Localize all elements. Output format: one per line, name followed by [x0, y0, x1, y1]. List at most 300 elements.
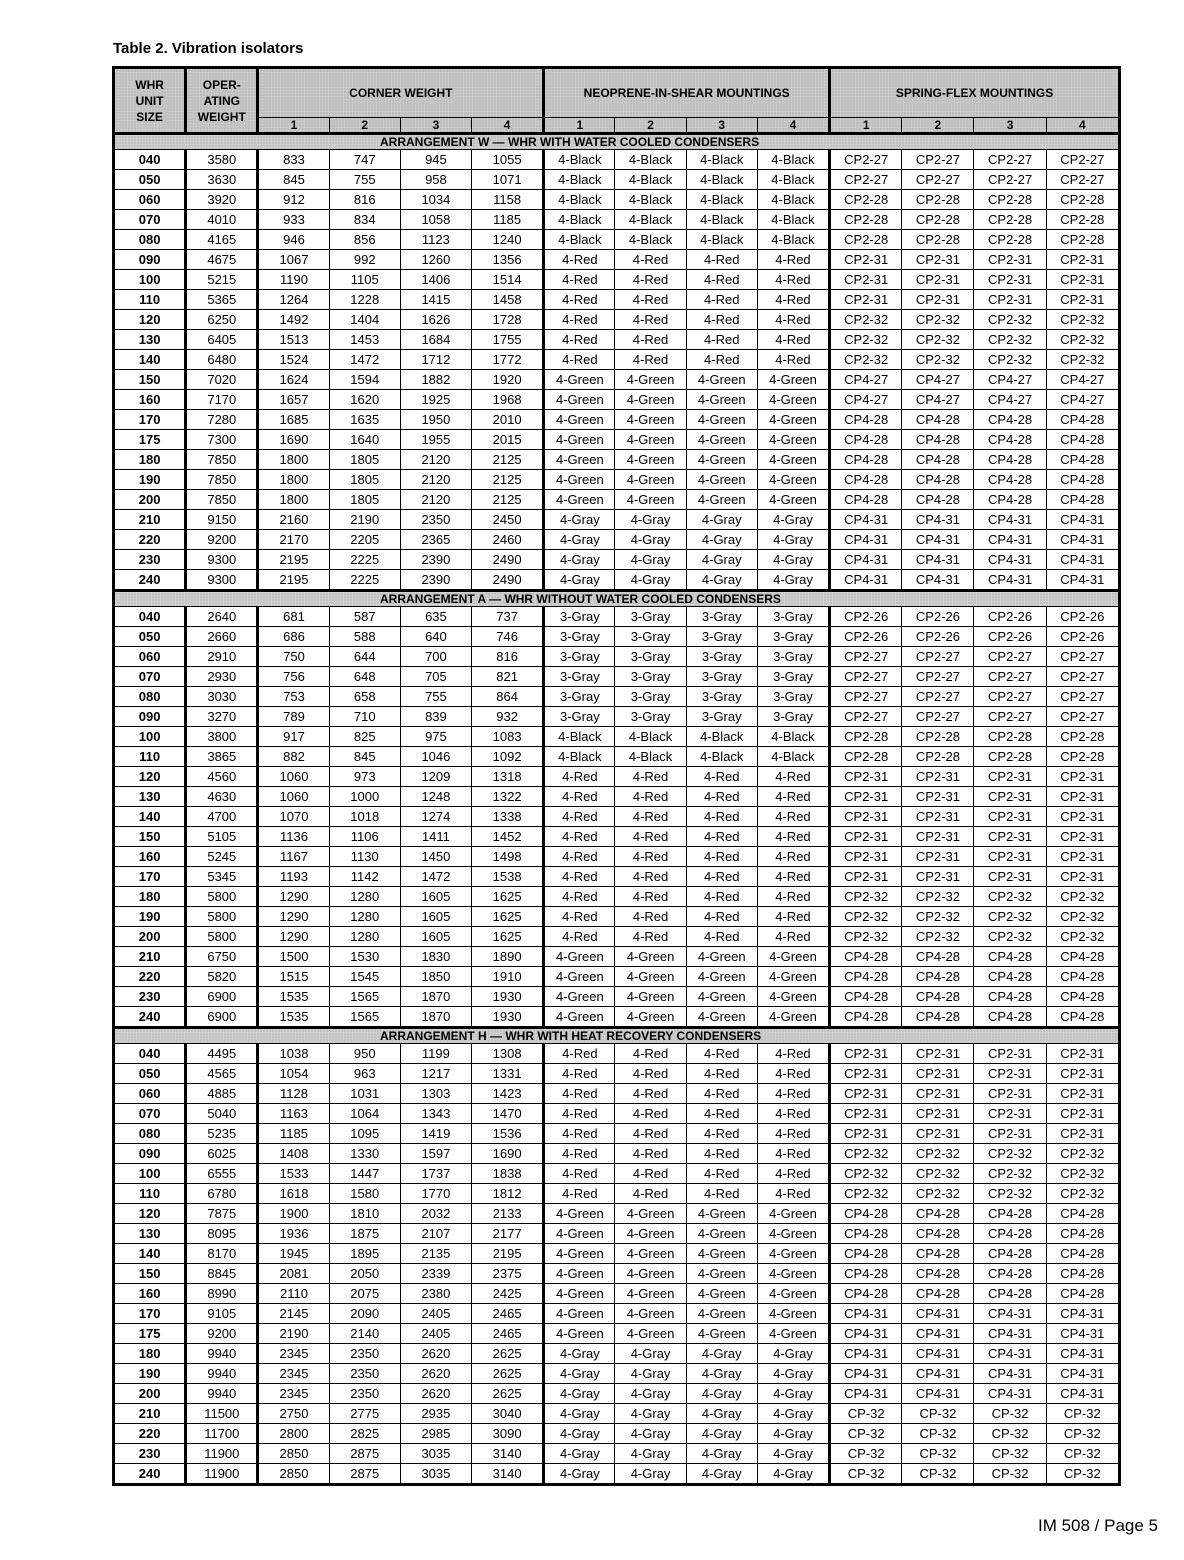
cell-unit-size: 220: [114, 530, 186, 550]
cell-corner-weight: 2850: [258, 1444, 329, 1464]
section-label: ARRANGEMENT H — WHR WITH HEAT RECOVERY CONDENSERS: [114, 1028, 1120, 1044]
cell-neoprene-mounting: 4-Red: [757, 350, 829, 370]
cell-neoprene-mounting: 4-Red: [757, 787, 829, 807]
cell-unit-size: 210: [114, 947, 186, 967]
table-row: [114, 370, 1120, 390]
cell-neoprene-mounting: 4-Gray: [615, 1464, 686, 1485]
cell-operating-weight: 7300: [186, 430, 258, 450]
cell-corner-weight: 3035: [400, 1464, 471, 1485]
cell-neoprene-mounting: 3-Gray: [615, 647, 686, 667]
cell-spring-flex-mounting: CP2-32: [1046, 1164, 1119, 1184]
page-footer: IM 508 / Page 5: [1037, 1516, 1158, 1535]
cell-spring-flex-mounting: CP4-28: [830, 967, 902, 987]
cell-neoprene-mounting: 4-Red: [615, 787, 686, 807]
cell-neoprene-mounting: 4-Black: [615, 747, 686, 767]
cell-spring-flex-mounting: CP2-32: [830, 927, 902, 947]
cell-spring-flex-mounting: CP4-28: [974, 430, 1046, 450]
cell-spring-flex-mounting: CP2-32: [830, 1144, 902, 1164]
cell-spring-flex-mounting: CP2-31: [974, 250, 1046, 270]
cell-neoprene-mounting: 4-Red: [615, 827, 686, 847]
table-row: [114, 1084, 1120, 1104]
table-row: [114, 1384, 1120, 1404]
table-row: [114, 867, 1120, 887]
cell-neoprene-mounting: 4-Green: [544, 1264, 615, 1284]
cell-neoprene-mounting: 4-Green: [615, 430, 686, 450]
table-row: [114, 887, 1120, 907]
cell-corner-weight: 1626: [400, 310, 471, 330]
cell-operating-weight: 11500: [186, 1404, 258, 1424]
cell-spring-flex-mounting: CP4-27: [1046, 390, 1119, 410]
cell-corner-weight: 1193: [258, 867, 329, 887]
cell-neoprene-mounting: 4-Gray: [615, 1384, 686, 1404]
table-body: [114, 134, 1120, 1485]
cell-corner-weight: 1498: [472, 847, 544, 867]
cell-spring-flex-mounting: CP4-31: [974, 530, 1046, 550]
cell-spring-flex-mounting: CP4-28: [974, 490, 1046, 510]
cell-spring-flex-mounting: CP4-28: [1046, 430, 1119, 450]
cell-neoprene-mounting: 4-Black: [544, 210, 615, 230]
cell-corner-weight: 1875: [329, 1224, 400, 1244]
cell-unit-size: 070: [114, 667, 186, 687]
cell-neoprene-mounting: 4-Gray: [686, 530, 757, 550]
header-spring-2: 2: [902, 118, 974, 134]
cell-spring-flex-mounting: CP2-31: [830, 250, 902, 270]
cell-neoprene-mounting: 4-Red: [615, 927, 686, 947]
cell-spring-flex-mounting: CP2-31: [902, 250, 974, 270]
cell-spring-flex-mounting: CP2-32: [902, 887, 974, 907]
cell-neoprene-mounting: 4-Red: [686, 270, 757, 290]
cell-corner-weight: 1280: [329, 927, 400, 947]
cell-unit-size: 140: [114, 807, 186, 827]
cell-neoprene-mounting: 4-Green: [686, 987, 757, 1007]
cell-neoprene-mounting: 4-Red: [686, 847, 757, 867]
cell-neoprene-mounting: 4-Red: [686, 827, 757, 847]
cell-neoprene-mounting: 4-Green: [757, 1244, 829, 1264]
cell-corner-weight: 2490: [472, 570, 544, 591]
cell-operating-weight: 4495: [186, 1044, 258, 1064]
table-row: [114, 1044, 1120, 1064]
cell-unit-size: 080: [114, 230, 186, 250]
cell-spring-flex-mounting: CP4-28: [830, 490, 902, 510]
cell-unit-size: 175: [114, 430, 186, 450]
table-row: [114, 1264, 1120, 1284]
cell-corner-weight: 1018: [329, 807, 400, 827]
cell-corner-weight: 2345: [258, 1364, 329, 1384]
cell-neoprene-mounting: 3-Gray: [757, 667, 829, 687]
cell-spring-flex-mounting: CP2-31: [902, 807, 974, 827]
cell-corner-weight: 3040: [472, 1404, 544, 1424]
cell-unit-size: 150: [114, 1264, 186, 1284]
cell-neoprene-mounting: 4-Red: [544, 330, 615, 350]
table-row: [114, 767, 1120, 787]
cell-spring-flex-mounting: CP2-31: [902, 827, 974, 847]
table-row: [114, 927, 1120, 947]
table-row: [114, 1244, 1120, 1264]
cell-spring-flex-mounting: CP2-32: [974, 330, 1046, 350]
cell-neoprene-mounting: 4-Green: [615, 1204, 686, 1224]
cell-neoprene-mounting: 4-Green: [757, 947, 829, 967]
cell-corner-weight: 1060: [258, 767, 329, 787]
table-row: [114, 150, 1120, 170]
cell-corner-weight: 2365: [400, 530, 471, 550]
header-neoprene-4: 4: [757, 118, 829, 134]
cell-spring-flex-mounting: CP4-31: [1046, 550, 1119, 570]
cell-spring-flex-mounting: CP4-28: [830, 410, 902, 430]
cell-neoprene-mounting: 4-Red: [544, 1184, 615, 1204]
table-row: [114, 1104, 1120, 1124]
cell-spring-flex-mounting: CP4-28: [1046, 967, 1119, 987]
cell-neoprene-mounting: 4-Gray: [544, 510, 615, 530]
cell-corner-weight: 1920: [472, 370, 544, 390]
cell-neoprene-mounting: 4-Green: [686, 430, 757, 450]
cell-corner-weight: 1458: [472, 290, 544, 310]
cell-spring-flex-mounting: CP4-28: [974, 1284, 1046, 1304]
header-corner-3: 3: [400, 118, 471, 134]
cell-corner-weight: 963: [329, 1064, 400, 1084]
cell-spring-flex-mounting: CP4-27: [1046, 370, 1119, 390]
cell-operating-weight: 3920: [186, 190, 258, 210]
cell-spring-flex-mounting: CP2-32: [830, 1164, 902, 1184]
cell-corner-weight: 2010: [472, 410, 544, 430]
cell-neoprene-mounting: 4-Black: [615, 727, 686, 747]
cell-corner-weight: 1545: [329, 967, 400, 987]
cell-corner-weight: 1248: [400, 787, 471, 807]
header-corner-weight: CORNER WEIGHT: [258, 68, 544, 118]
cell-operating-weight: 2910: [186, 647, 258, 667]
cell-unit-size: 160: [114, 847, 186, 867]
cell-spring-flex-mounting: CP4-27: [974, 390, 1046, 410]
cell-spring-flex-mounting: CP2-27: [902, 150, 974, 170]
cell-corner-weight: 2465: [472, 1304, 544, 1324]
cell-corner-weight: 1625: [472, 927, 544, 947]
cell-corner-weight: 2375: [472, 1264, 544, 1284]
cell-corner-weight: 1800: [258, 490, 329, 510]
cell-spring-flex-mounting: CP4-31: [830, 1344, 902, 1364]
cell-neoprene-mounting: 4-Green: [544, 987, 615, 1007]
cell-neoprene-mounting: 4-Red: [757, 1144, 829, 1164]
cell-corner-weight: 1755: [472, 330, 544, 350]
cell-neoprene-mounting: 4-Gray: [615, 1444, 686, 1464]
cell-spring-flex-mounting: CP2-32: [1046, 350, 1119, 370]
cell-neoprene-mounting: 4-Green: [615, 1244, 686, 1264]
cell-corner-weight: 1423: [472, 1084, 544, 1104]
cell-corner-weight: 1199: [400, 1044, 471, 1064]
cell-neoprene-mounting: 4-Black: [686, 230, 757, 250]
cell-corner-weight: 2460: [472, 530, 544, 550]
cell-unit-size: 170: [114, 410, 186, 430]
cell-corner-weight: 1770: [400, 1184, 471, 1204]
cell-corner-weight: 2345: [258, 1344, 329, 1364]
cell-unit-size: 070: [114, 210, 186, 230]
cell-neoprene-mounting: 4-Red: [757, 1084, 829, 1104]
table-row: [114, 1284, 1120, 1304]
cell-spring-flex-mounting: CP4-28: [1046, 1204, 1119, 1224]
cell-spring-flex-mounting: CP2-31: [974, 807, 1046, 827]
cell-neoprene-mounting: 4-Green: [615, 390, 686, 410]
cell-neoprene-mounting: 4-Red: [615, 270, 686, 290]
cell-neoprene-mounting: 4-Red: [544, 1044, 615, 1064]
cell-corner-weight: 825: [329, 727, 400, 747]
cell-neoprene-mounting: 4-Red: [686, 907, 757, 927]
cell-spring-flex-mounting: CP2-28: [1046, 727, 1119, 747]
cell-unit-size: 110: [114, 747, 186, 767]
cell-spring-flex-mounting: CP2-28: [974, 747, 1046, 767]
cell-spring-flex-mounting: CP2-31: [830, 1044, 902, 1064]
cell-neoprene-mounting: 4-Gray: [615, 1404, 686, 1424]
cell-unit-size: 150: [114, 370, 186, 390]
cell-unit-size: 060: [114, 190, 186, 210]
cell-spring-flex-mounting: CP4-28: [902, 1224, 974, 1244]
cell-corner-weight: 2465: [472, 1324, 544, 1344]
cell-spring-flex-mounting: CP2-32: [1046, 310, 1119, 330]
cell-spring-flex-mounting: CP4-28: [830, 947, 902, 967]
cell-corner-weight: 755: [400, 687, 471, 707]
cell-spring-flex-mounting: CP2-27: [830, 667, 902, 687]
cell-neoprene-mounting: 4-Green: [544, 947, 615, 967]
cell-neoprene-mounting: 4-Red: [686, 1064, 757, 1084]
cell-spring-flex-mounting: CP4-28: [1046, 1224, 1119, 1244]
cell-unit-size: 050: [114, 1064, 186, 1084]
cell-neoprene-mounting: 3-Gray: [686, 647, 757, 667]
cell-corner-weight: 1624: [258, 370, 329, 390]
cell-spring-flex-mounting: CP2-31: [1046, 787, 1119, 807]
cell-corner-weight: 1058: [400, 210, 471, 230]
cell-neoprene-mounting: 4-Black: [544, 190, 615, 210]
cell-spring-flex-mounting: CP2-26: [974, 607, 1046, 627]
cell-corner-weight: 2110: [258, 1284, 329, 1304]
table-row: [114, 250, 1120, 270]
cell-corner-weight: 1594: [329, 370, 400, 390]
cell-spring-flex-mounting: CP2-28: [1046, 747, 1119, 767]
cell-corner-weight: 1404: [329, 310, 400, 330]
cell-unit-size: 090: [114, 250, 186, 270]
cell-neoprene-mounting: 4-Gray: [544, 1424, 615, 1444]
cell-corner-weight: 945: [400, 150, 471, 170]
cell-unit-size: 110: [114, 1184, 186, 1204]
cell-corner-weight: 1415: [400, 290, 471, 310]
cell-corner-weight: 2195: [472, 1244, 544, 1264]
cell-spring-flex-mounting: CP2-28: [830, 230, 902, 250]
cell-corner-weight: 648: [329, 667, 400, 687]
cell-corner-weight: 1565: [329, 1007, 400, 1028]
cell-corner-weight: 2107: [400, 1224, 471, 1244]
cell-corner-weight: 1955: [400, 430, 471, 450]
cell-spring-flex-mounting: CP2-32: [1046, 887, 1119, 907]
cell-spring-flex-mounting: CP2-31: [830, 767, 902, 787]
cell-corner-weight: 2195: [258, 550, 329, 570]
cell-corner-weight: 1064: [329, 1104, 400, 1124]
cell-spring-flex-mounting: CP2-31: [902, 867, 974, 887]
cell-corner-weight: 1453: [329, 330, 400, 350]
cell-corner-weight: 816: [329, 190, 400, 210]
cell-corner-weight: 2800: [258, 1424, 329, 1444]
cell-corner-weight: 2135: [400, 1244, 471, 1264]
cell-neoprene-mounting: 4-Gray: [757, 530, 829, 550]
cell-corner-weight: 1083: [472, 727, 544, 747]
cell-neoprene-mounting: 4-Green: [757, 1284, 829, 1304]
cell-neoprene-mounting: 4-Green: [544, 410, 615, 430]
cell-corner-weight: 2405: [400, 1304, 471, 1324]
cell-corner-weight: 1535: [258, 987, 329, 1007]
cell-corner-weight: 635: [400, 607, 471, 627]
cell-corner-weight: 2160: [258, 510, 329, 530]
cell-corner-weight: 1685: [258, 410, 329, 430]
cell-neoprene-mounting: 4-Gray: [544, 550, 615, 570]
table-row: [114, 1007, 1120, 1028]
cell-spring-flex-mounting: CP4-31: [1046, 1324, 1119, 1344]
cell-spring-flex-mounting: CP-32: [1046, 1404, 1119, 1424]
cell-neoprene-mounting: 4-Gray: [615, 550, 686, 570]
cell-operating-weight: 6405: [186, 330, 258, 350]
cell-spring-flex-mounting: CP4-31: [974, 550, 1046, 570]
table-row: [114, 310, 1120, 330]
cell-spring-flex-mounting: CP4-31: [974, 1304, 1046, 1324]
cell-neoprene-mounting: 4-Gray: [757, 550, 829, 570]
cell-spring-flex-mounting: CP4-31: [902, 1364, 974, 1384]
cell-neoprene-mounting: 4-Red: [544, 1084, 615, 1104]
cell-spring-flex-mounting: CP2-28: [974, 210, 1046, 230]
cell-unit-size: 140: [114, 1244, 186, 1264]
cell-neoprene-mounting: 4-Red: [615, 290, 686, 310]
cell-corner-weight: 2390: [400, 570, 471, 591]
cell-operating-weight: 9300: [186, 570, 258, 591]
cell-neoprene-mounting: 4-Red: [615, 1104, 686, 1124]
cell-neoprene-mounting: 4-Red: [686, 330, 757, 350]
cell-spring-flex-mounting: CP4-28: [974, 410, 1046, 430]
header-spring-flex-mountings: SPRING-FLEX MOUNTINGS: [830, 68, 1120, 118]
cell-neoprene-mounting: 4-Green: [615, 1304, 686, 1324]
cell-spring-flex-mounting: CP2-31: [830, 807, 902, 827]
cell-spring-flex-mounting: CP2-31: [830, 1084, 902, 1104]
cell-corner-weight: 1805: [329, 470, 400, 490]
cell-neoprene-mounting: 4-Green: [615, 947, 686, 967]
cell-spring-flex-mounting: CP-32: [1046, 1464, 1119, 1485]
cell-neoprene-mounting: 4-Red: [757, 827, 829, 847]
cell-neoprene-mounting: 4-Green: [544, 430, 615, 450]
cell-spring-flex-mounting: CP2-28: [830, 190, 902, 210]
cell-corner-weight: 2120: [400, 450, 471, 470]
cell-operating-weight: 9150: [186, 510, 258, 530]
table-row: [114, 1424, 1120, 1444]
cell-neoprene-mounting: 4-Gray: [757, 510, 829, 530]
cell-corner-weight: 1038: [258, 1044, 329, 1064]
cell-unit-size: 120: [114, 767, 186, 787]
cell-spring-flex-mounting: CP4-31: [1046, 1344, 1119, 1364]
cell-neoprene-mounting: 4-Black: [615, 150, 686, 170]
cell-neoprene-mounting: 4-Red: [757, 290, 829, 310]
cell-spring-flex-mounting: CP4-28: [1046, 470, 1119, 490]
cell-spring-flex-mounting: CP2-32: [902, 907, 974, 927]
cell-corner-weight: 1000: [329, 787, 400, 807]
cell-corner-weight: 1308: [472, 1044, 544, 1064]
cell-neoprene-mounting: 4-Gray: [544, 530, 615, 550]
cell-corner-weight: 950: [329, 1044, 400, 1064]
cell-spring-flex-mounting: CP-32: [902, 1444, 974, 1464]
cell-neoprene-mounting: 4-Red: [544, 927, 615, 947]
cell-corner-weight: 1163: [258, 1104, 329, 1124]
cell-neoprene-mounting: 4-Red: [544, 1144, 615, 1164]
cell-neoprene-mounting: 4-Gray: [757, 1464, 829, 1485]
table-row: [114, 667, 1120, 687]
cell-neoprene-mounting: 4-Black: [757, 747, 829, 767]
table-row: [114, 1064, 1120, 1084]
cell-spring-flex-mounting: CP2-31: [974, 867, 1046, 887]
cell-neoprene-mounting: 4-Green: [615, 450, 686, 470]
cell-spring-flex-mounting: CP2-32: [974, 1144, 1046, 1164]
cell-corner-weight: 1228: [329, 290, 400, 310]
cell-operating-weight: 3030: [186, 687, 258, 707]
cell-corner-weight: 1106: [329, 827, 400, 847]
cell-spring-flex-mounting: CP2-28: [1046, 190, 1119, 210]
cell-corner-weight: 1136: [258, 827, 329, 847]
cell-operating-weight: 9105: [186, 1304, 258, 1324]
cell-unit-size: 180: [114, 1344, 186, 1364]
cell-neoprene-mounting: 4-Red: [686, 350, 757, 370]
cell-neoprene-mounting: 4-Green: [757, 410, 829, 430]
cell-neoprene-mounting: 4-Gray: [615, 510, 686, 530]
cell-corner-weight: 1805: [329, 450, 400, 470]
table-row: [114, 530, 1120, 550]
cell-corner-weight: 1950: [400, 410, 471, 430]
cell-neoprene-mounting: 4-Red: [544, 807, 615, 827]
cell-spring-flex-mounting: CP4-28: [974, 1204, 1046, 1224]
cell-spring-flex-mounting: CP2-32: [902, 310, 974, 330]
header-neoprene-3: 3: [686, 118, 757, 134]
cell-unit-size: 040: [114, 607, 186, 627]
cell-spring-flex-mounting: CP2-31: [1046, 1064, 1119, 1084]
cell-spring-flex-mounting: CP4-31: [902, 530, 974, 550]
cell-corner-weight: 1597: [400, 1144, 471, 1164]
cell-neoprene-mounting: 3-Gray: [615, 707, 686, 727]
cell-spring-flex-mounting: CP4-31: [902, 510, 974, 530]
table-row: [114, 827, 1120, 847]
cell-corner-weight: 2935: [400, 1404, 471, 1424]
cell-neoprene-mounting: 4-Black: [686, 190, 757, 210]
cell-spring-flex-mounting: CP4-28: [974, 947, 1046, 967]
cell-neoprene-mounting: 4-Black: [686, 150, 757, 170]
cell-corner-weight: 1406: [400, 270, 471, 290]
cell-neoprene-mounting: 4-Green: [686, 450, 757, 470]
cell-spring-flex-mounting: CP4-31: [830, 1304, 902, 1324]
cell-spring-flex-mounting: CP4-28: [1046, 947, 1119, 967]
cell-spring-flex-mounting: CP4-27: [902, 390, 974, 410]
cell-spring-flex-mounting: CP2-26: [1046, 607, 1119, 627]
cell-corner-weight: 933: [258, 210, 329, 230]
cell-neoprene-mounting: 4-Gray: [686, 1464, 757, 1485]
cell-neoprene-mounting: 4-Green: [757, 987, 829, 1007]
cell-neoprene-mounting: 4-Gray: [757, 1364, 829, 1384]
cell-corner-weight: 1910: [472, 967, 544, 987]
cell-unit-size: 175: [114, 1324, 186, 1344]
cell-spring-flex-mounting: CP4-28: [1046, 1244, 1119, 1264]
cell-neoprene-mounting: 4-Gray: [544, 1364, 615, 1384]
cell-neoprene-mounting: 4-Red: [757, 1164, 829, 1184]
cell-neoprene-mounting: 4-Red: [615, 1124, 686, 1144]
cell-spring-flex-mounting: CP2-27: [902, 647, 974, 667]
cell-neoprene-mounting: 3-Gray: [686, 687, 757, 707]
cell-operating-weight: 6480: [186, 350, 258, 370]
cell-neoprene-mounting: 4-Red: [544, 767, 615, 787]
header-neoprene-mountings: NEOPRENE-IN-SHEAR MOUNTINGS: [544, 68, 830, 118]
cell-corner-weight: 2190: [258, 1324, 329, 1344]
cell-neoprene-mounting: 4-Red: [757, 847, 829, 867]
cell-corner-weight: 1930: [472, 1007, 544, 1028]
section-label: ARRANGEMENT A — WHR WITHOUT WATER COOLED CONDENSERS: [114, 591, 1120, 607]
cell-neoprene-mounting: 4-Red: [544, 350, 615, 370]
cell-corner-weight: 3035: [400, 1444, 471, 1464]
cell-spring-flex-mounting: CP4-31: [1046, 1364, 1119, 1384]
cell-corner-weight: 973: [329, 767, 400, 787]
